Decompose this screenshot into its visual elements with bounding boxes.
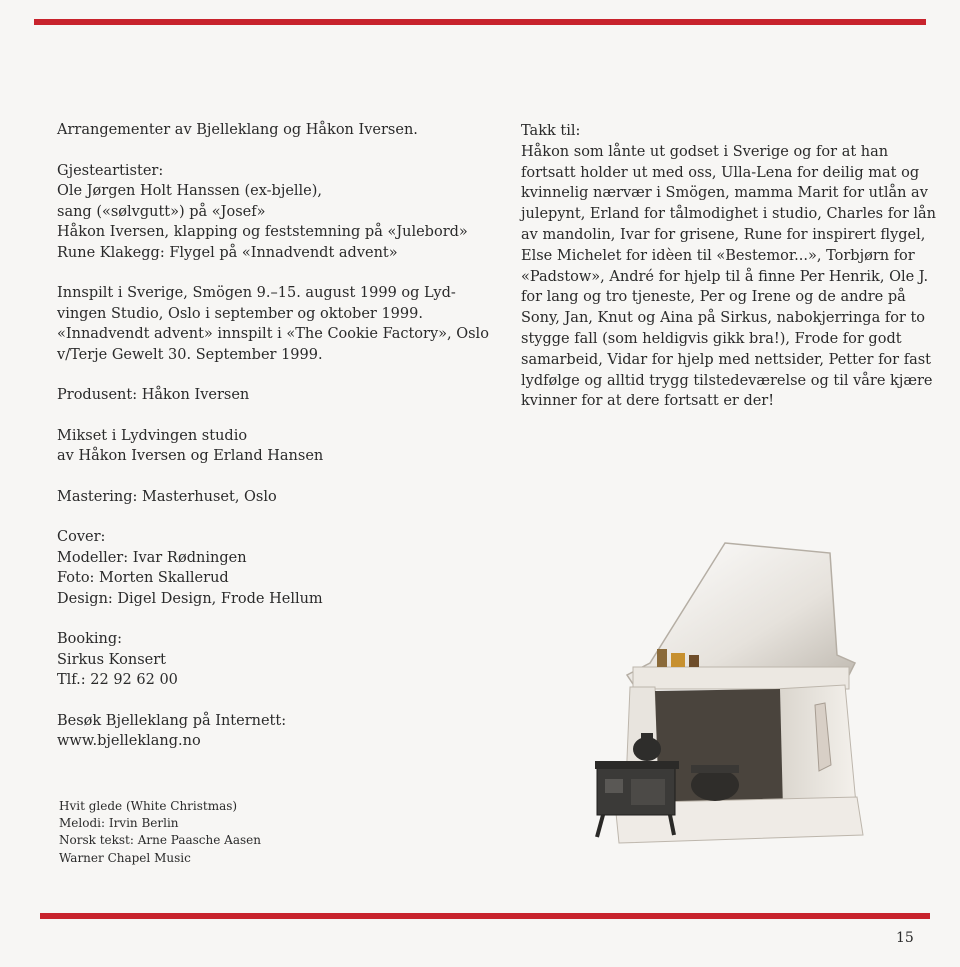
website-block: Besøk Bjelleklang på Internett: www.bjelleklang.no — [57, 711, 457, 752]
song-title: Hvit glede (White Christmas) — [59, 799, 238, 813]
thanks-right-column — [521, 121, 936, 432]
arrangements-line: Arrangementer av Bjelleklang og Håkon Iversen. — [57, 122, 418, 138]
booking-phone: Tlf.: 22 92 62 00 — [57, 672, 178, 688]
booking-heading: Booking: — [57, 631, 123, 647]
fireplace-illustration — [575, 535, 865, 855]
page-number: 15 — [896, 930, 914, 946]
thanks-block: Takk til: Håkon som lånte ut godset i Sverige og for at han fortsatt holder ut med oss, Ulla-Lena for deilig mat og kvinnelig nærvær i Smögen, mamma Marit for utlån av julepynt, Erland for tålmodighet i studio, Charles for lån av mandolin, Ivar for grisene, Rune for inspirert flygel, Else Michelet for idèen til «Bestemor...», Torbjørn for «Padstow», André for hjelp til å finne Per Henrik, Ole J. for lang og tro tjeneste, Per og Irene og de andre på Sony, Jan, Knut og Aina på Sirkus, nabokjerringa for to stygge fall (som heldigvis gikk bra!), Frode for godt samarbeid, Vidar for hjelp med nettsider, Petter for fast lydfølge og alltid trygg tilstedeværelse og til våre kjære kvinner for at dere fortsatt er der! — [521, 123, 936, 410]
fireplace-stove-photo — [575, 535, 865, 855]
guest-artists-block: Gjesteartister: Ole Jørgen Holt Hanssen (ex-bjelle), sang («sølvgutt») på «Josef» Håkon Iversen, klapping og feststemning på «Julebord» Rune Klakegg: Flygel på «Innadvendt advent» — [57, 162, 468, 261]
recording-info-block: Innspilt i Sverige, Smögen 9.–15. august 1999 og Lyd- vingen Studio, Oslo i september og oktober 1999. «Innadvendt advent» innspilt i «The Cookie Factory», Oslo v/Terje Gewelt 30. September 1999. — [57, 285, 489, 363]
cover-heading: Cover: — [57, 529, 106, 545]
song-credits: Hvit glede (White Christmas) Melodi: Irvin Berlin Norsk tekst: Arne Paasche Aasen Warner Chapel Music — [59, 799, 261, 865]
mix-block: Mikset i Lydvingen studio av Håkon Iversen og Erland Hansen — [57, 427, 324, 464]
guest-artists-heading: Gjesteartister: — [57, 162, 164, 179]
website-url: www.bjelleklang.no — [57, 733, 201, 749]
mastering-line: Mastering: Masterhuset, Oslo — [57, 488, 277, 505]
credits-left-column — [57, 120, 489, 772]
cover-block: Cover: Modeller: Ivar Rødningen Foto: Morten Skallerud Design: Digel Design, Frode Hellum — [57, 527, 457, 609]
top-red-rule — [34, 19, 926, 25]
producer-line: Produsent: Håkon Iversen — [57, 387, 250, 403]
bottom-red-rule — [40, 913, 930, 919]
booking-block: Booking: Sirkus Konsert Tlf.: 22 92 62 00 — [57, 629, 457, 691]
thanks-heading: Takk til: — [521, 123, 581, 139]
